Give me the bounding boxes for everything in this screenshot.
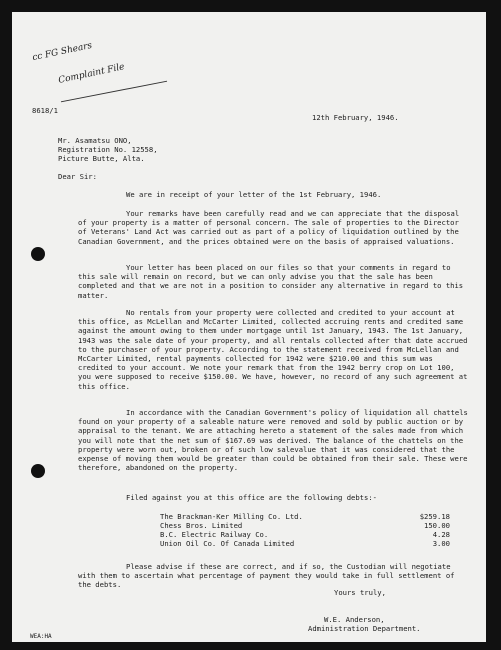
debt-row [160,512,450,521]
letter-date: 12th February, 1946. [312,113,399,122]
signatory-department: Administration Department. [308,624,421,633]
typist-initials: WEA:HA [30,633,52,640]
debt-row [160,530,450,539]
paragraph-3: Your letter has been placed on our files so that your comments in regard to this sale will remain on record, but we can only advise you that the sale has been completed and that we are not in a position to consider any alternative in regard to this matter. [78,263,464,300]
recipient-address: Picture Butte, Alta. [58,154,145,163]
debt-creditor: Chess Bros. Limited [160,521,243,530]
debt-amount: 150.00 [424,521,450,530]
debt-amount: $259.18 [419,512,450,521]
debts-intro: Filed against you at this office are the following debts:- [126,493,377,502]
debt-amount: 4.28 [432,530,450,539]
debt-row [160,521,450,530]
recipient-registration: Registration No. 12558, [58,145,158,154]
debt-creditor: Union Oil Co. Of Canada Limited [160,539,295,548]
debt-creditor: B.C. Electric Railway Co. [160,530,269,539]
paragraph-6: Please advise if these are correct, and if so, the Custodian will negotiate with them to ascertain what percentage of payment they would take in full settlement of the debts. [78,562,455,590]
handwritten-note-line1: cc FG Shears [31,40,94,64]
handwritten-note-line2: Complaint File [57,62,126,86]
paragraph-5: In accordance with the Canadian Government's policy of liquidation all chattels found on your property of a saleable nature were removed and sold by public auction or by appraisal to the tenant. We are attaching hereto a statement of the sales made from which you will note that the net sum of $167.69 was derived. The balance of the chattels on the property were worn out, broken or of such low salevalue that it was considered that the expense of moving them would be greater than could be obtained from their sale. These were therefore, abandoned on the property. [78,408,468,473]
signatory-name: W.E. Anderson, [324,615,385,624]
handwritten-underline [61,81,167,103]
debt-amount: 3.00 [432,539,450,548]
letter-page [12,12,486,642]
paragraph-4: No rentals from your property were collected and credited to your account at this office, as McLellan and McCarter Limited, collected accruing rents and credited same against the amount owing to them under mortgage until 1st January, 1943. The 1st January, 1943 was the sale date of your property, and all rentals collected after that date accrued to the purchaser of your property. According to the statement received from McLellan and McCarter Limited, rental payments collected for 1942 were $210.00 and this sum was credited to your account. We note your remark that from the 1942 berry crop on Lot 100, you were supposed to receive $150.00. We have, however, no record of any such agreement at this office. [78,308,468,391]
recipient-name: Mr. Asamatsu ONO, [58,136,132,145]
paragraph-2: Your remarks have been carefully read and we can appreciate that the disposal of your property is a matter of personal concern. The sale of properties to the Director of Veterans' Land Act was carried out as part of a policy of liquidation outlined by the Canadian Government, and the prices obtained were on the basis of appraised valuations. [78,209,460,246]
punch-hole [31,247,45,261]
paragraph-1: We are in receipt of your letter of the 1st February, 1946. [126,190,382,199]
debt-creditor: The Brackman-Ker Milling Co. Ltd. [160,512,303,521]
debt-row [160,539,450,548]
closing: Yours truly, [334,588,386,597]
file-number: 8618/1 [32,106,58,115]
salutation: Dear Sir: [58,172,97,181]
punch-hole [31,464,45,478]
